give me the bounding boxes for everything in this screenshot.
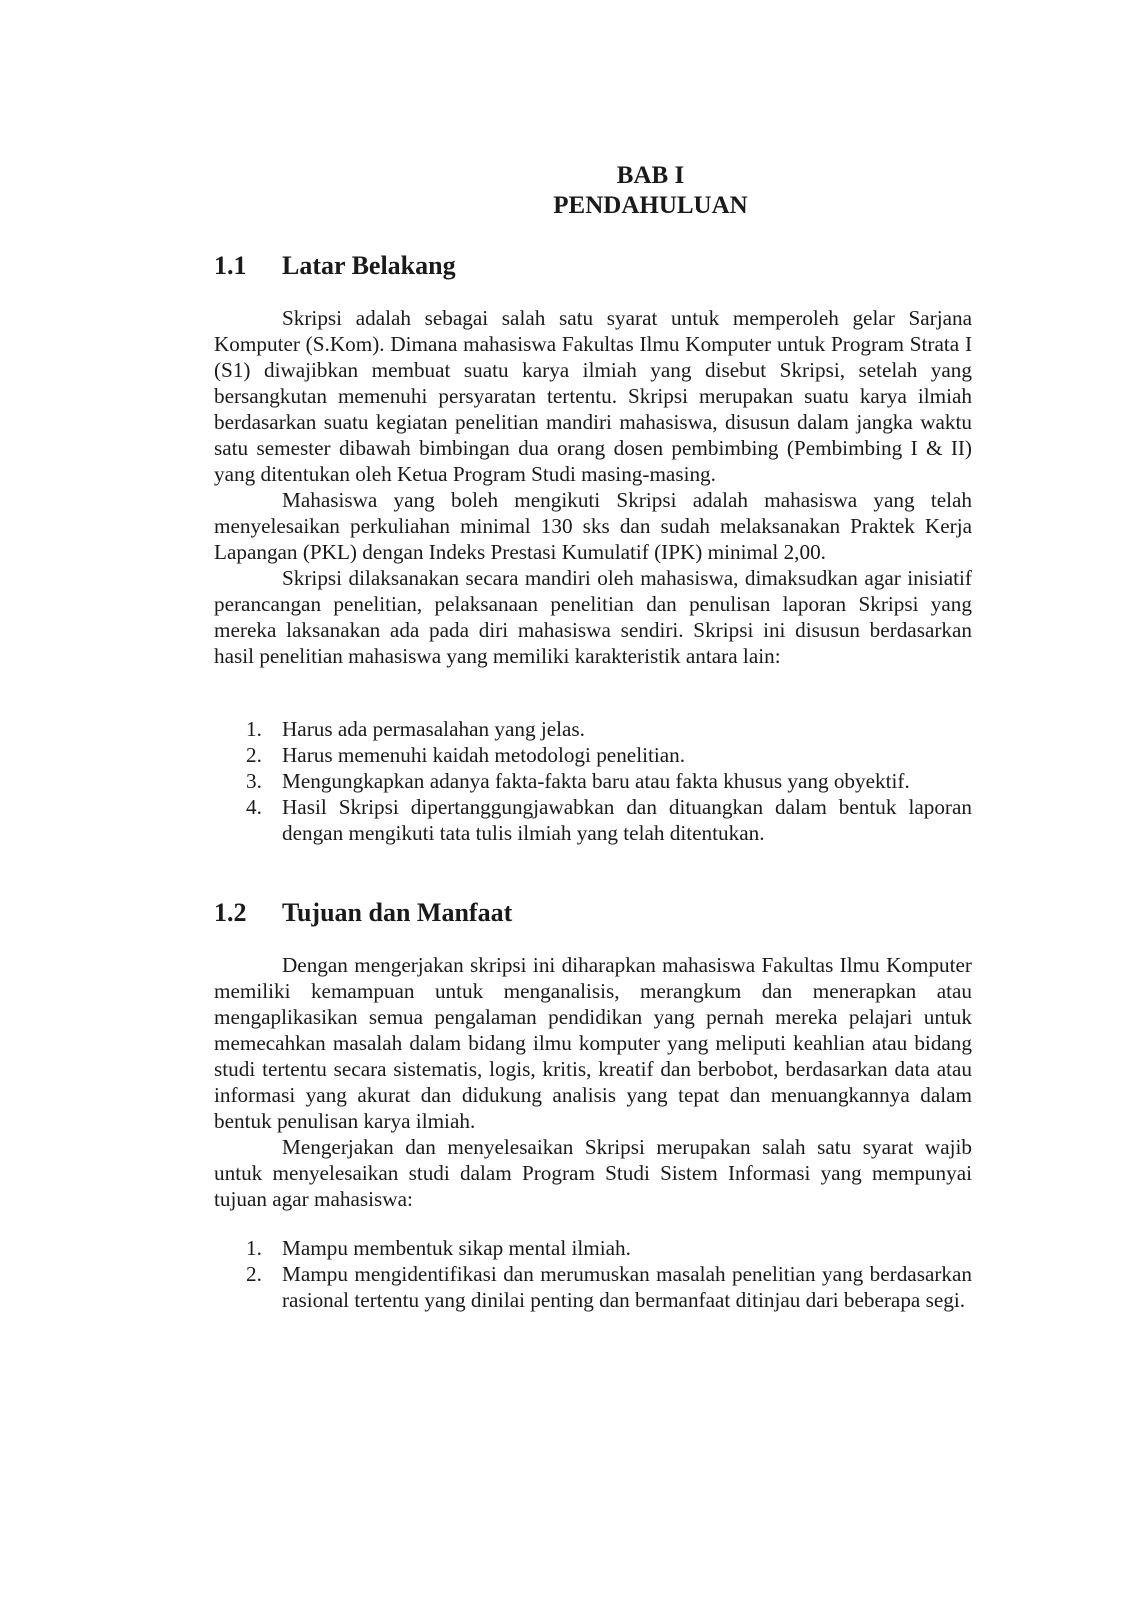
list-item [214, 794, 972, 846]
list-item [214, 742, 972, 768]
paragraph: Mahasiswa yang boleh mengikuti Skripsi adalah mahasiswa yang telah menyelesaikan perkuliahan minimal 130 sks dan sudah melaksanakan Praktek Kerja Lapangan (PKL) dengan Indeks Prestasi Kumulatif (IPK) minimal 2,00. [214, 488, 972, 564]
list-text: Harus memenuhi kaidah metodologi penelitian. [282, 743, 686, 767]
chapter-label: BAB I [616, 162, 685, 189]
list-number: 3. [246, 769, 262, 793]
chapter-title: PENDAHULUAN [553, 192, 748, 219]
paragraph: Dengan mengerjakan skripsi ini diharapkan mahasiswa Fakultas Ilmu Komputer memiliki kemampuan untuk menganalisis, merangkum dan menerapkan atau mengaplikasikan semua pengalaman pendidikan yang pernah mereka pelajari untuk memecahkan masalah dalam bidang ilmu komputer yang meliputi keahlian atau bidang studi tertentu secara sistematis, logis, kritis, kreatif dan berbobot, berdasarkan data atau informasi yang akurat dan didukung analisis yang tepat dan menuangkannya dalam bentuk penulisan karya ilmiah. [214, 953, 972, 1133]
objectives-list [214, 1235, 972, 1313]
list-item [214, 716, 972, 742]
list-number: 2. [246, 1262, 262, 1286]
section-heading-1-1 [214, 250, 974, 282]
paragraph: Mengerjakan dan menyelesaikan Skripsi merupakan salah satu syarat wajib untuk menyelesaikan studi dalam Program Studi Sistem Informasi yang mempunyai tujuan agar mahasiswa: [214, 1135, 972, 1211]
list-item [214, 1261, 972, 1313]
list-text: Mampu membentuk sikap mental ilmiah. [282, 1236, 631, 1260]
section-number: 1.2 [214, 898, 247, 927]
list-number: 4. [246, 795, 262, 819]
list-number: 1. [246, 1236, 262, 1260]
requirements-list [214, 716, 972, 846]
section-number: 1.1 [214, 251, 247, 280]
section-heading-1-2 [214, 897, 974, 929]
list-text: Mengungkapkan adanya fakta-fakta baru atau fakta khusus yang obyektif. [282, 769, 910, 793]
list-text: Harus ada permasalahan yang jelas. [282, 717, 585, 741]
section-title: Latar Belakang [282, 251, 456, 280]
section-1-1-body [214, 305, 972, 669]
section-title: Tujuan dan Manfaat [282, 898, 513, 927]
list-item [214, 1235, 972, 1261]
list-text: Hasil Skripsi dipertanggungjawabkan dan dituangkan dalam bentuk laporan dengan mengikuti tata tulis ilmiah yang telah ditentukan. [282, 795, 972, 845]
paragraph: Skripsi adalah sebagai salah satu syarat untuk memperoleh gelar Sarjana Komputer (S.Kom). Dimana mahasiswa Fakultas Ilmu Komputer untuk Program Strata I (S1) diwajibkan membuat suatu karya ilmiah yang disebut Skripsi, setelah yang bersangkutan memenuhi persyaratan tertentu. Skripsi merupakan suatu karya ilmiah berdasarkan suatu kegiatan penelitian mandiri mahasiswa, disusun dalam jangka waktu satu semester dibawah bimbingan dua orang dosen pembimbing (Pembimbing I & II) yang ditentukan oleh Ketua Program Studi masing-masing. [214, 306, 972, 486]
list-item [214, 768, 972, 794]
section-1-2-body [214, 952, 972, 1212]
list-number: 2. [246, 743, 262, 767]
list-number: 1. [246, 717, 262, 741]
list-text: Mampu mengidentifikasi dan merumuskan masalah penelitian yang berdasarkan rasional tertentu yang dinilai penting dan bermanfaat ditinjau dari beberapa segi. [282, 1262, 972, 1312]
paragraph: Skripsi dilaksanakan secara mandiri oleh mahasiswa, dimaksudkan agar inisiatif perancangan penelitian, pelaksanaan penelitian dan penulisan laporan Skripsi yang mereka laksanakan ada pada diri mahasiswa sendiri. Skripsi ini disusun berdasarkan hasil penelitian mahasiswa yang memiliki karakteristik antara lain: [214, 566, 972, 668]
